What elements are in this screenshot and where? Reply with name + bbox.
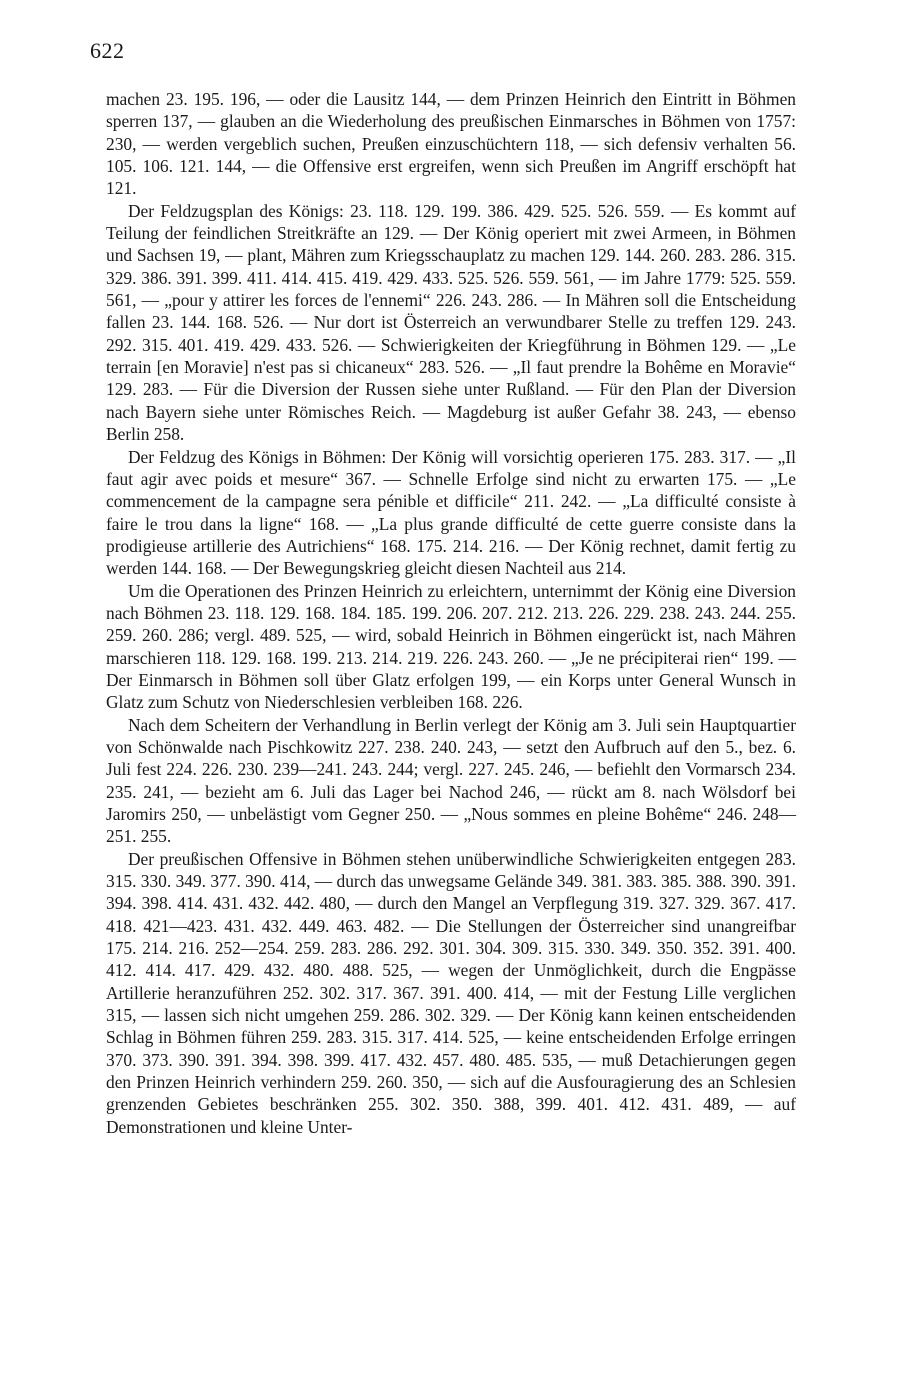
paragraph-schwierigkeiten: Der preußischen Offensive in Böhmen stehen unüberwindliche Schwierigkeiten entgegen 283. 315. 330. 349. 377. 390. 414, — durch das unwegsame Gelände 349. 381. 383. 385. 388. 390. 391. 394. 398. 414. 431. 432. 442. 480, — durch den Mangel an Verpflegung 319. 327. 329. 367. 417. 418. 421—423. 431. 432. 449. 463. 482. — Die Stellungen der Österreicher sind unangreifbar 175. 214. 216. 252—254. 259. 283. 286. 292. 301. 304. 309. 315. 330. 349. 350. 352. 391. 400. 412. 414. 417. 429. 432. 480. 488. 525, — wegen der Unmöglichkeit, durch die Engpässe Artillerie heranzuführen 252. 302. 317. 367. 391. 400. 414, — mit der Festung Lille verglichen 315, — lassen sich nicht umgehen 259. 286. 302. 329. — Der König kann keinen entscheidenden Schlag in Böhmen führen 259. 283. 315. 317. 414. 525, — keine entscheidenden Erfolge erringen 370. 373. 390. 391. 394. 398. 399. 417. 432. 457. 480. 485. 535, — muß Detachierungen gegen den Prinzen Heinrich verhindern 259. 260. 350, — sich auf die Ausfouragierung des an Schlesien grenzenden Gebietes beschränken 255. 302. 350. 388, 399. 401. 412. 431. 489, — auf Demonstrationen und kleine Unter- — [106, 848, 796, 1137]
paragraph-feldzug-boehmen: Der Feldzug des Königs in Böhmen: Der König will vorsichtig operieren 175. 283. 317. — „Il faut agir avec poids et mesure“ 367. — Schnelle Erfolge sind nicht zu erwarten 175. — „Le commencement de la campagne sera pénible et difficile“ 211. 242. — „La difficulté consiste à faire le trou dans la ligne“ 168. — „La plus grande difficulté de cette guerre consiste dans la prodigieuse artillerie des Autrichiens“ 168. 175. 214. 216. — Der König rechnet, damit fertig zu werden 144. 168. — Der Bewegungskrieg gleicht diesen Nachteil aus 214. — [106, 446, 796, 579]
paragraph-feldzugsplan: Der Feldzugsplan des Königs: 23. 118. 129. 199. 386. 429. 525. 526. 559. — Es kommt auf Teilung der feindlichen Streitkräfte an 129. — Der König operiert mit zwei Armeen, in Böhmen und Sachsen 19, — plant, Mähren zum Kriegsschauplatz zu machen 129. 144. 260. 283. 286. 315. 329. 386. 391. 399. 411. 414. 415. 419. 429. 433. 525. 526. 559. 561, — im Jahre 1779: 525. 559. 561, — „pour y attirer les forces de l'ennemi“ 226. 243. 286. — In Mähren soll die Entscheidung fallen 23. 144. 168. 526. — Nur dort ist Österreich an verwundbarer Stelle zu treffen 129. 243. 292. 315. 401. 419. 429. 433. 526. — Schwierigkeiten der Kriegführung in Böhmen 129. — „Le terrain [en Moravie] n'est pas si chicaneux“ 283. 526. — „Il faut prendre la Bohême en Moravie“ 129. 283. — Für die Diversion der Russen siehe unter Rußland. — Für den Plan der Diversion nach Bayern siehe unter Römisches Reich. — Magdeburg ist außer Gefahr 38. 243, — ebenso Berlin 258. — [106, 200, 796, 445]
paragraph-continuation: machen 23. 195. 196, — oder die Lausitz 144, — dem Prinzen Heinrich den Eintritt in Böhmen sperren 137, — glauben an die Wiederholung des preußischen Einmarsches in Böhmen von 1757: 230, — werden vergeblich suchen, Preußen einzuschüchtern 118, — sich defensiv verhalten 56. 105. 106. 121. 144, — die Offensive erst ergreifen, wenn sich Preußen im Angriff erschöpft hat 121. — [106, 89, 796, 199]
paragraph-hauptquartier: Nach dem Scheitern der Verhandlung in Berlin verlegt der König am 3. Juli sein Hauptquartier von Schönwalde nach Pischkowitz 227. 238. 240. 243, — setzt den Aufbruch auf den 5., bez. 6. Juli fest 224. 226. 230. 239—241. 243. 244; vergl. 227. 245. 246, — befiehlt den Vormarsch 234. 235. 241, — bezieht am 6. Juli das Lager bei Nachod 246, — rückt am 8. nach Wölsdorf bei Jaromirs 250, — unbelästigt vom Gegner 250. — „Nous sommes en pleine Bohême“ 246. 248—251. 255. — [106, 714, 796, 847]
page-number: 622 — [90, 38, 125, 63]
paragraph-diversion: Um die Operationen des Prinzen Heinrich zu erleichtern, unternimmt der König eine Diversion nach Böhmen 23. 118. 129. 168. 184. 185. 199. 206. 207. 212. 213. 226. 229. 238. 243. 244. 255. 259. 260. 286; vergl. 489. 525, — wird, sobald Heinrich in Böhmen eingerückt ist, nach Mähren marschieren 118. 129. 168. 199. 213. 214. 219. 226. 243. 260. — „Je ne précipiterai rien“ 199. — Der Einmarsch in Böhmen soll über Glatz erfolgen 199, — ein Korps unter General Wunsch in Glatz zum Schutz von Niederschlesien verbleiben 168. 226. — [106, 580, 796, 713]
index-text-block — [106, 88, 796, 1138]
